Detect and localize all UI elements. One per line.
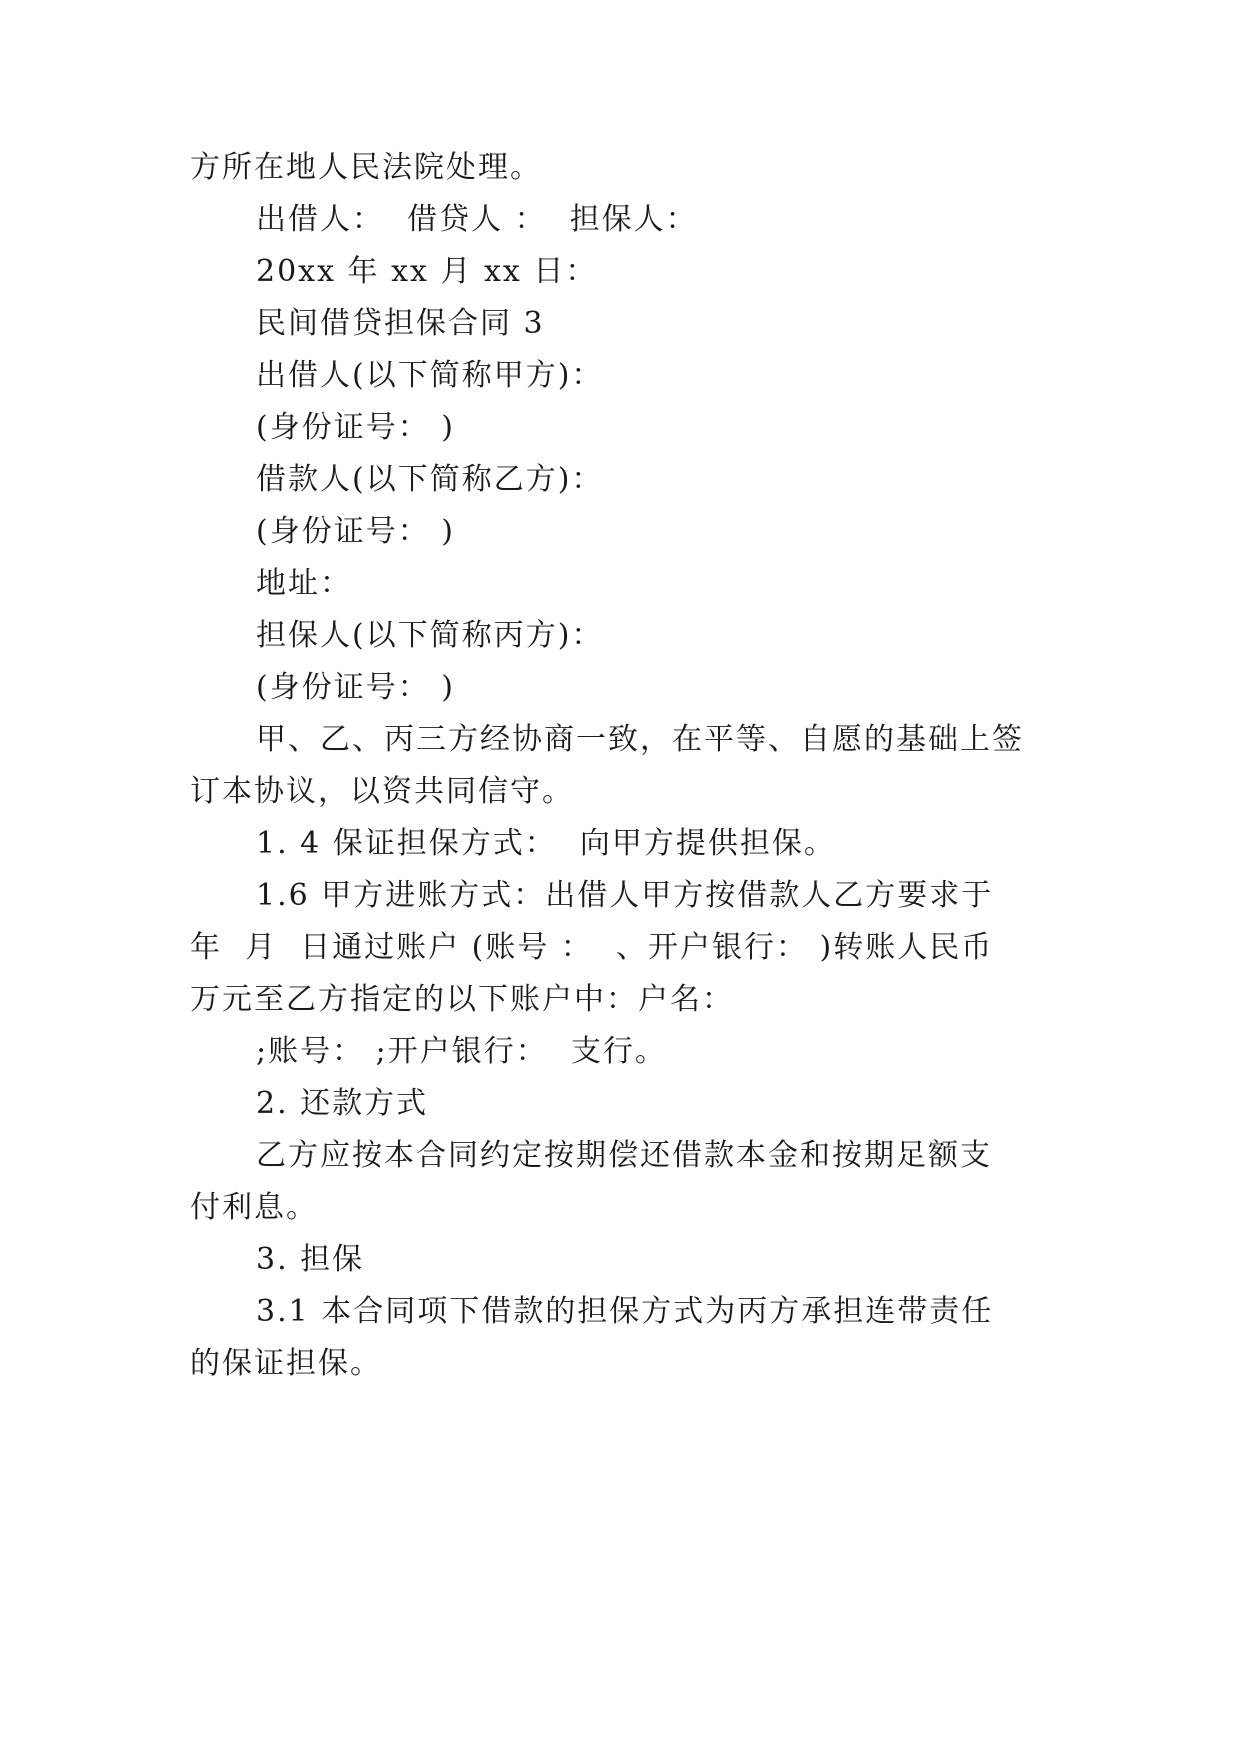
repayment-paragraph-line: 付利息。	[190, 1190, 318, 1225]
text-line: 方所在地人民法院处理。	[190, 150, 542, 185]
lender-line: 出借人(以下简称甲方)：	[256, 358, 604, 393]
date-line: 20xx 年 xx 月 xx 日：	[256, 254, 598, 289]
clause-3-1-line: 3.1 本合同项下借款的担保方式为丙方承担连带责任	[256, 1294, 994, 1329]
contract-title: 民间借贷担保合同 3	[256, 306, 545, 341]
guarantor-line: 担保人(以下简称丙方)：	[256, 618, 604, 653]
clause-3-1-line: 的保证担保。	[190, 1346, 382, 1381]
guarantor-id-line: (身份证号： )	[256, 670, 455, 705]
address-line: 地址：	[256, 566, 352, 601]
lender-id-line: (身份证号： )	[256, 410, 455, 445]
borrower-line: 借款人(以下简称乙方)：	[256, 462, 604, 497]
clause-1-6-line: 1.6 甲方进账方式：出借人甲方按借款人乙方要求于	[256, 878, 994, 913]
clause-1-4: 1. 4 保证担保方式： 向甲方提供担保。	[256, 826, 836, 861]
clause-1-6-line: ;账号： ;开户银行： 支行。	[256, 1034, 667, 1069]
signature-line: 出借人： 借贷人 ： 担保人：	[256, 202, 698, 237]
borrower-id-line: (身份证号： )	[256, 514, 455, 549]
clause-1-6-line: 年 月 日通过账户 (账号 ： 、开户银行： )转账人民币	[190, 930, 994, 965]
section-heading-guarantee: 3. 担保	[256, 1242, 365, 1277]
agreement-paragraph-line: 甲、乙、丙三方经协商一致，在平等、自愿的基础上签	[256, 722, 1024, 757]
repayment-paragraph-line: 乙方应按本合同约定按期偿还借款本金和按期足额支	[256, 1138, 992, 1173]
clause-1-6-line: 万元至乙方指定的以下账户中：户名：	[190, 982, 734, 1017]
agreement-paragraph-line: 订本协议，以资共同信守。	[190, 774, 574, 809]
section-heading-repayment: 2. 还款方式	[256, 1086, 429, 1121]
